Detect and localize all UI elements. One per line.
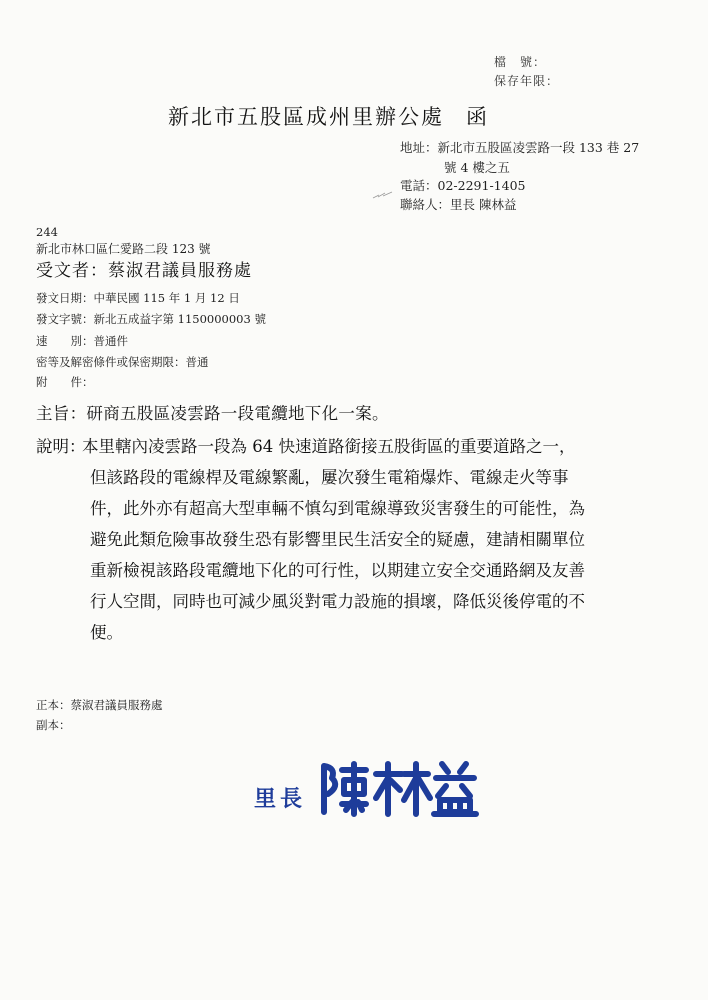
file-number-field: 檔 號： — [494, 55, 547, 69]
attachments-field: 附 件： — [36, 375, 94, 389]
body-line: 本里轄內凌雲路一段為 64 快速道路銜接五股街區的重要道路之一， — [82, 437, 576, 456]
body-line: 重新檢視該路段電纜地下化的可行性，以期建立安全交通路網及友善 — [90, 561, 585, 580]
document-number: 發文字號：新北五成益字第 1150000003 號 — [36, 312, 266, 326]
body-line: 件，此外亦有超高大型車輛不慎勾到電線導致災害發生的可能性，為 — [90, 499, 585, 518]
recipient-address: 新北市林口區仁愛路二段 123 號 — [36, 242, 211, 256]
office-name: 新北市五股區成州里辦公處 — [168, 105, 444, 129]
sender-contact: 聯絡人：里長 陳林益 — [400, 197, 517, 212]
body-line: 但該路段的電線桿及電線繁亂，屢次發生電箱爆炸、電線走火等事 — [90, 468, 569, 487]
subject-line: 主旨：研商五股區凌雲路一段電纜地下化一案。 — [36, 404, 389, 423]
explanation-body — [82, 431, 672, 648]
sender-phone: 電話：02-2291-1405 — [400, 178, 526, 193]
recipient-zip: 244 — [36, 225, 58, 239]
issue-date: 發文日期：中華民國 115 年 1 月 12 日 — [36, 291, 240, 305]
pen-stroke-mark — [372, 190, 394, 200]
body-line: 便。 — [90, 623, 123, 642]
body-line: 行人空間，同時也可減少風災對電力設施的損壞，降低災後停電的不 — [90, 592, 585, 611]
retention-period-field: 保存年限： — [494, 74, 560, 88]
original-recipient: 正本：蔡淑君議員服務處 — [36, 698, 163, 712]
explanation-label: 說明： — [36, 437, 86, 456]
signature-seal-image — [318, 758, 480, 818]
sender-address-line1: 地址：新北市五股區凌雲路一段 133 巷 27 — [400, 140, 640, 155]
recipient-name: 受文者：蔡淑君議員服務處 — [36, 261, 252, 281]
copy-recipient: 副本： — [36, 718, 71, 732]
document-title — [168, 101, 489, 131]
sender-address-line2: 號 4 樓之五 — [444, 160, 510, 175]
document-type: 函 — [466, 105, 489, 129]
secrecy-level: 密等及解密條件或保密期限：普通 — [36, 355, 209, 369]
signature-title: 里長 — [254, 786, 307, 812]
body-line: 避免此類危險事故發生恐有影響里民生活安全的疑慮，建請相關單位 — [90, 530, 585, 549]
delivery-speed: 速 別：普通件 — [36, 334, 128, 348]
